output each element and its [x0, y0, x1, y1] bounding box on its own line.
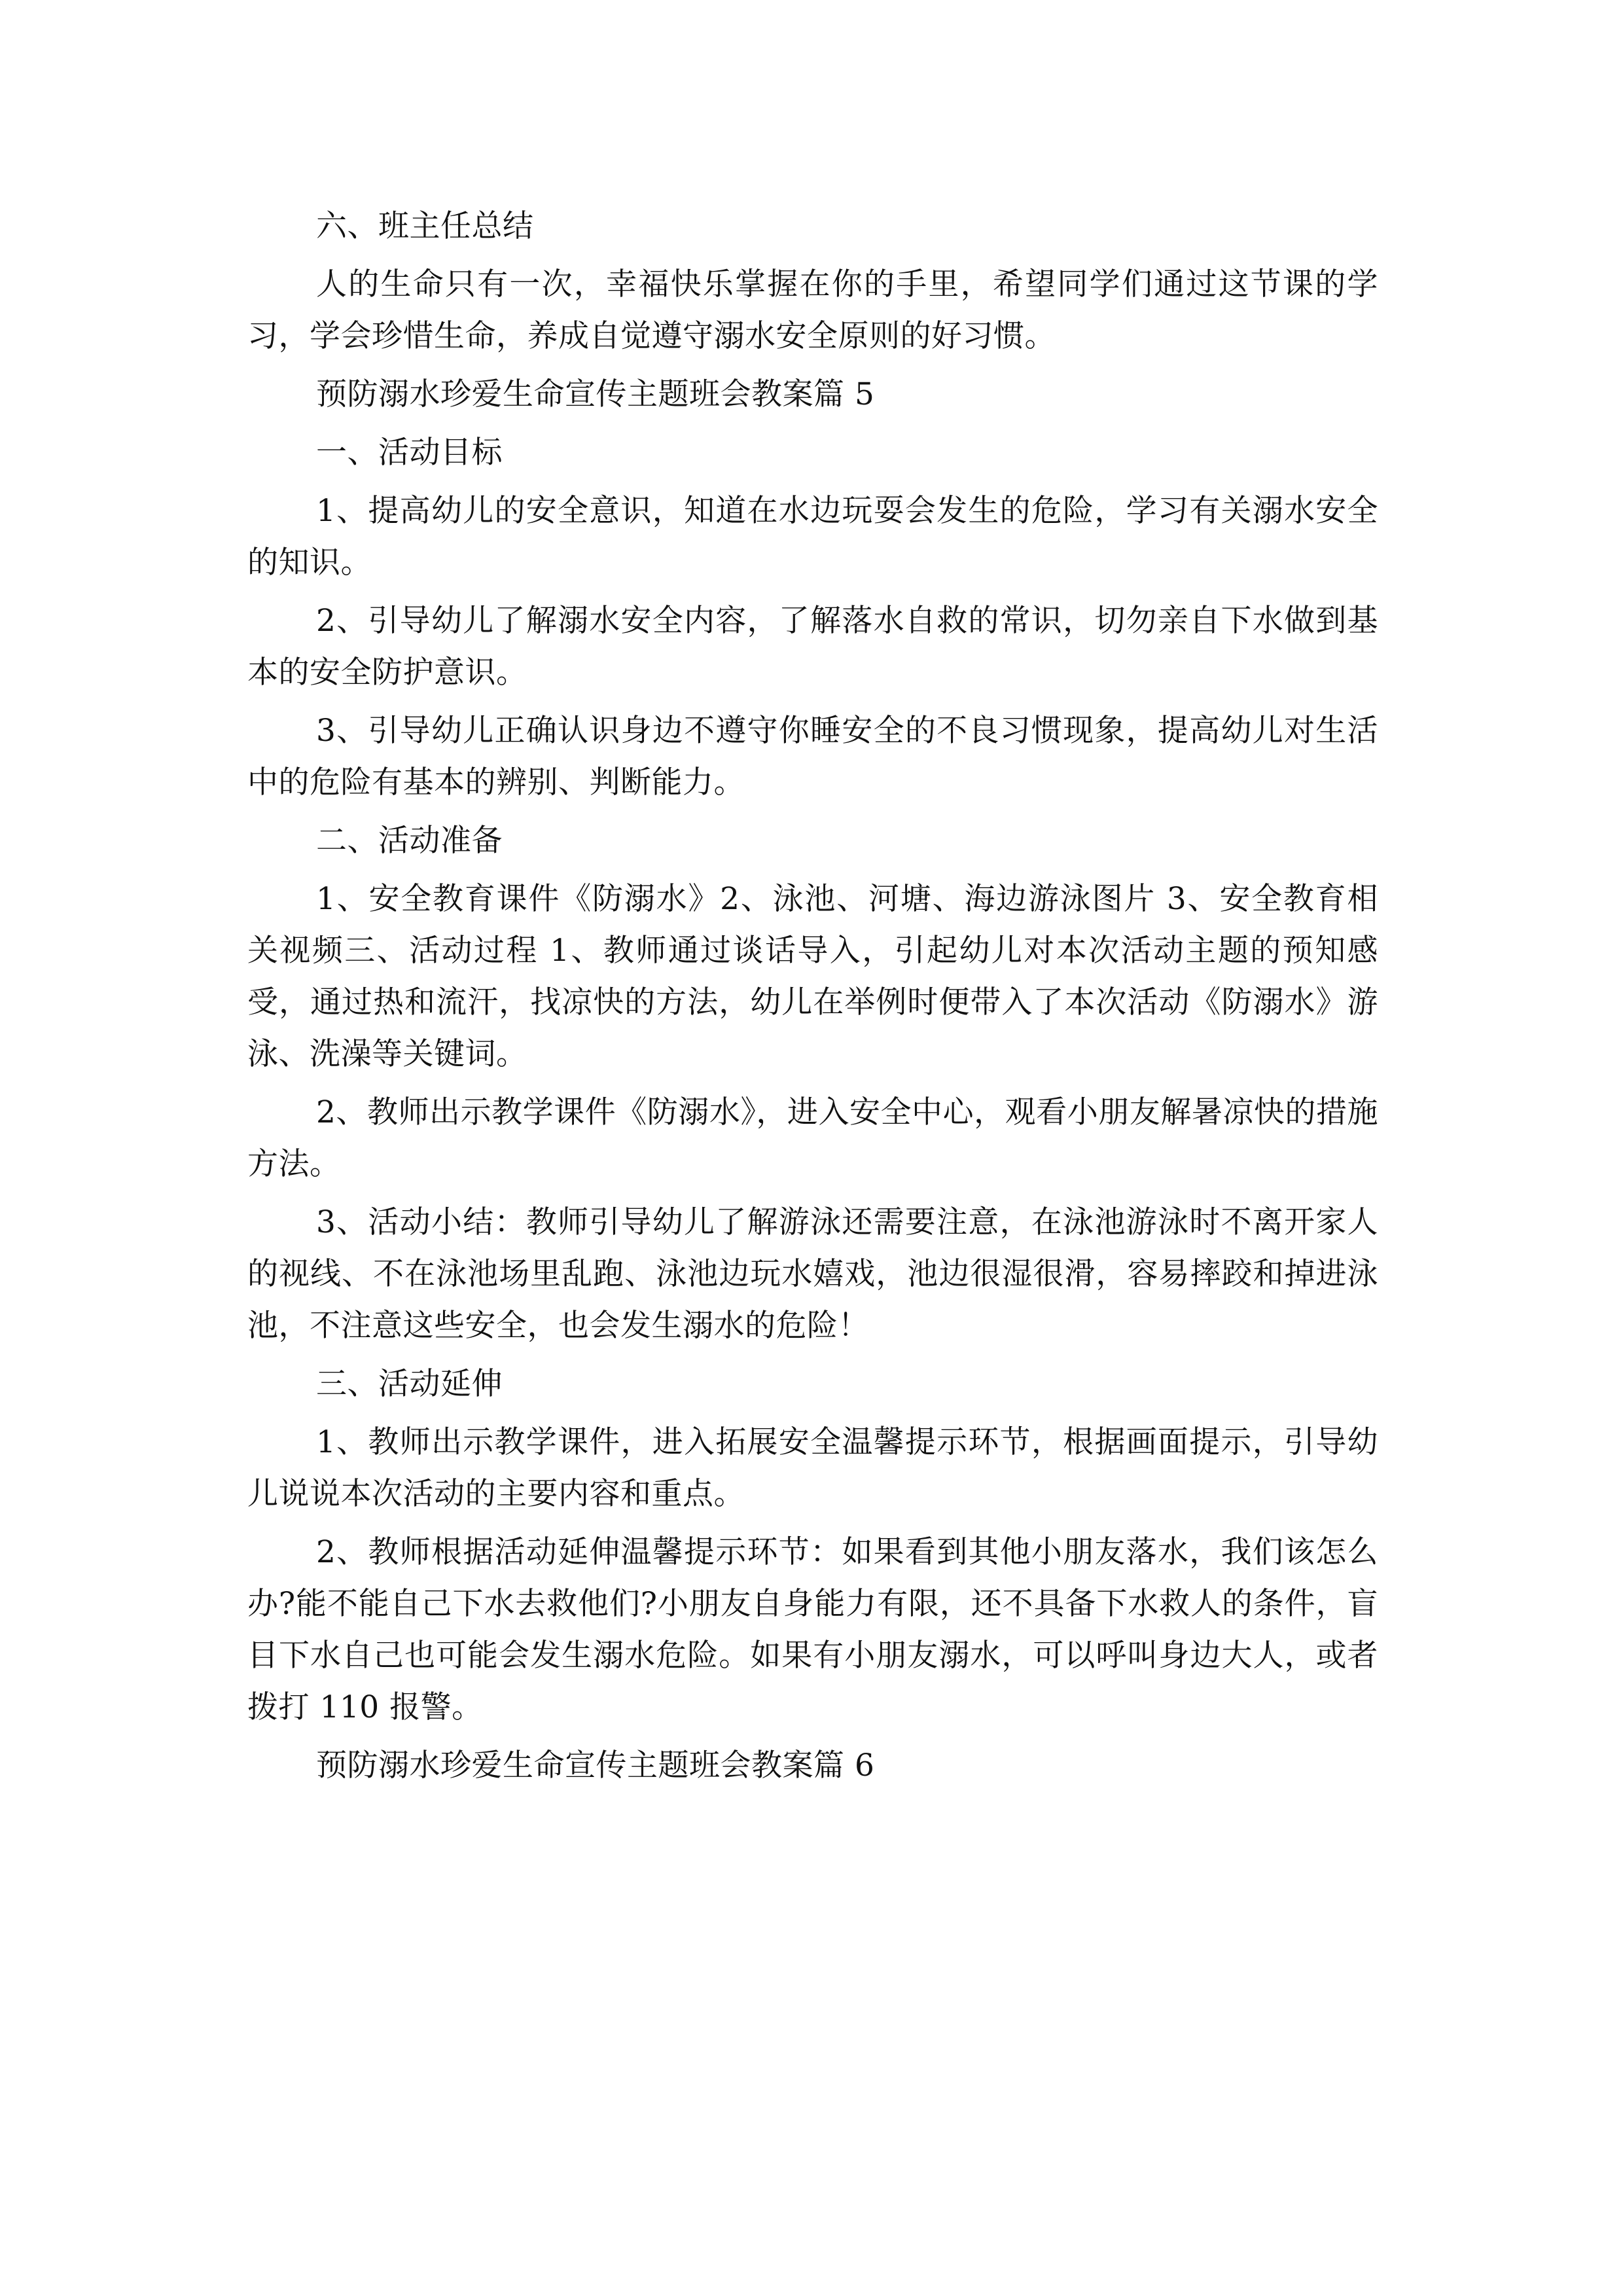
lesson-plan-title-5: 预防溺水珍爱生命宣传主题班会教案篇 5 [316, 376, 875, 412]
paragraph-extension-2: 2、教师根据活动延伸温馨提示环节：如果看到其他小朋友落水，我们该怎么办?能不能自己下水去救他们?小朋友自身能力有限，还不具备下水救人的条件，盲目下水自己也可能会发生溺水危险。如果有小朋友溺水，可以呼叫身边大人，或者拨打 110 报警。 [247, 1534, 1378, 1725]
section-heading-extension: 三、活动延伸 [316, 1366, 503, 1402]
paragraph-summary-body: 人的生命只有一次，幸福快乐掌握在你的手里，希望同学们通过这节课的学习，学会珍惜生命，养成自觉遵守溺水安全原则的好习惯。 [247, 266, 1378, 354]
section-heading-preparation: 二、活动准备 [316, 823, 503, 859]
section-heading-summary: 六、班主任总结 [316, 208, 534, 244]
paragraph-extension-1: 1、教师出示教学课件，进入拓展安全温馨提示环节，根据画面提示，引导幼儿说说本次活动的主要内容和重点。 [247, 1424, 1378, 1512]
paragraph-goal-2: 2、引导幼儿了解溺水安全内容，了解落水自救的常识，切勿亲自下水做到基本的安全防护意识。 [247, 603, 1378, 691]
paragraph-process-3: 3、活动小结：教师引导幼儿了解游泳还需要注意，在泳池游泳时不离开家人的视线、不在泳池场里乱跑、泳池边玩水嬉戏，池边很湿很滑，容易摔跤和掉进泳池，不注意这些安全，也会发生溺水的危险！ [247, 1204, 1378, 1344]
section-heading-goals: 一、活动目标 [316, 435, 503, 471]
paragraph-goal-1: 1、提高幼儿的安全意识，知道在水边玩耍会发生的危险，学习有关溺水安全的知识。 [247, 493, 1378, 581]
paragraph-preparation: 1、安全教育课件《防溺水》2、泳池、河塘、海边游泳图片 3、安全教育相关视频三、活动过程 1、教师通过谈话导入，引起幼儿对本次活动主题的预知感受，通过热和流汗，找凉快的方法，幼儿在举例时便带入了本次活动《防溺水》游泳、洗澡等关键词。 [247, 881, 1378, 1072]
lesson-plan-title-6: 预防溺水珍爱生命宣传主题班会教案篇 6 [316, 1748, 875, 1784]
paragraph-goal-3: 3、引导幼儿正确认识身边不遵守你睡安全的不良习惯现象，提高幼儿对生活中的危险有基本的辨别、判断能力。 [247, 713, 1378, 800]
document-page [247, 200, 1378, 1798]
paragraph-process-2: 2、教师出示教学课件《防溺水》，进入安全中心，观看小朋友解暑凉快的措施方法。 [247, 1094, 1378, 1182]
